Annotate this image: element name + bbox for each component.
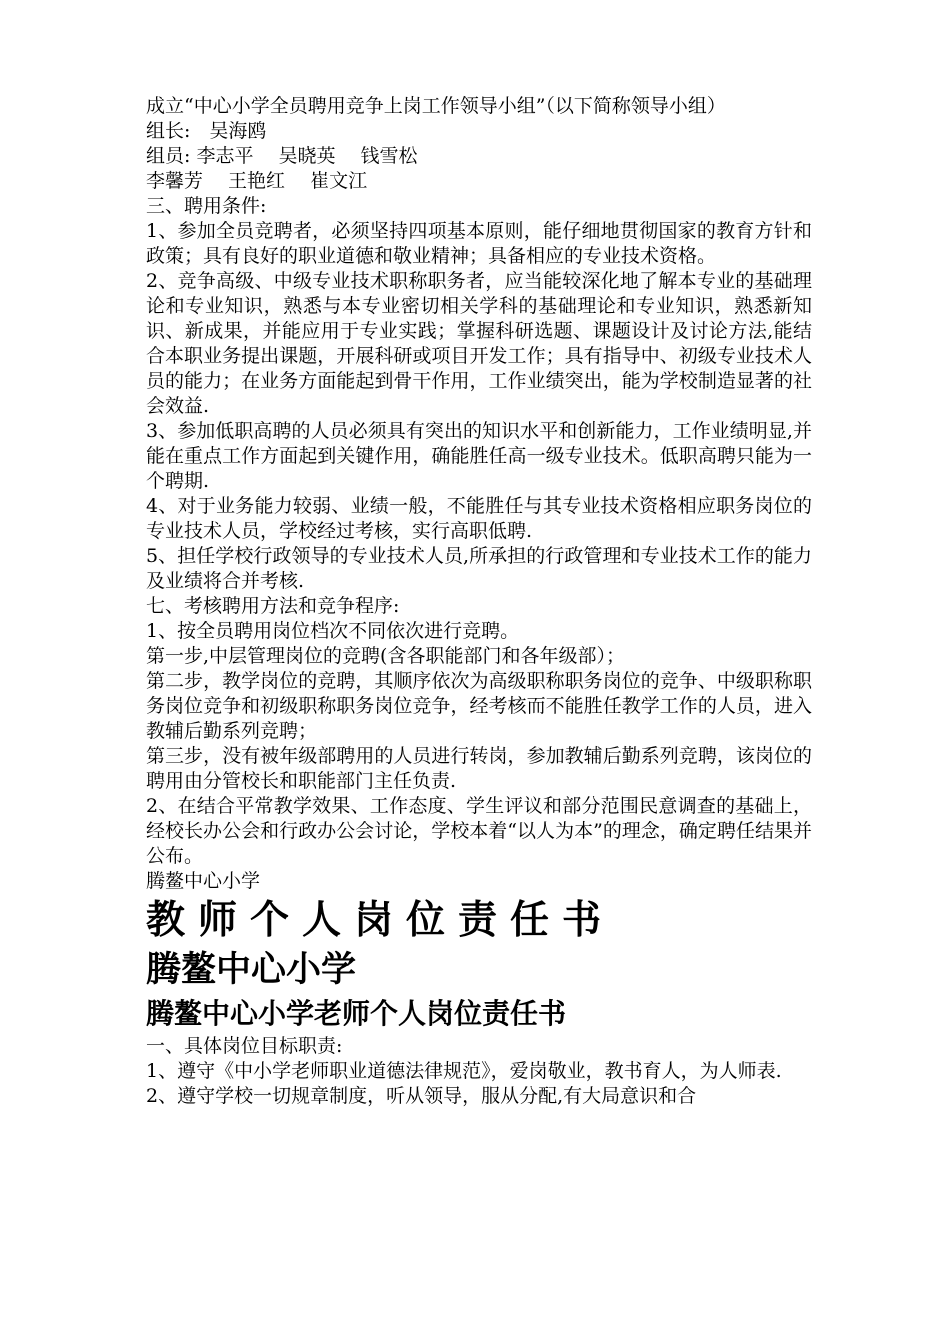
condition-item-4: 4、对于业务能力较弱、业绩一般，不能胜任与其专业技术资格相应职务岗位的专业技术人员，学校经过考核，实行高职低聘. <box>146 495 812 542</box>
section-one-heading: 一、具体岗位目标职责: <box>146 1035 343 1057</box>
section-three-heading: 三、聘用条件: <box>146 195 267 217</box>
condition-item-5: 5、担任学校行政领导的专业技术人员,所承担的行政管理和专业技术工作的能力及业绩将合并考核. <box>146 545 812 592</box>
procedure-step-1: 第一步,中层管理岗位的竞聘(含各职能部门和各年级部）； <box>146 645 625 667</box>
procedure-step-2: 第二步，教学岗位的竞聘，其顺序依次为高级职称职务岗位的竞争、中级职称职务岗位竞争和初级职称职务岗位竞争，经考核而不能胜任教学工作的人员，进入教辅后勤系列竞聘； <box>146 670 812 742</box>
group-members-line-2: 李馨芳 王艳红 崔文江 <box>146 170 368 192</box>
duty-item-2: 2、遵守学校一切规章制度，听从领导，服从分配,有大局意识和合 <box>146 1085 697 1107</box>
group-members-line-1: 组员: 李志平 吴晓英 钱雪松 <box>146 145 418 167</box>
condition-item-2: 2、竞争高级、中级专业技术职称职务者，应当能较深化地了解本专业的基础理论和专业知识，熟悉与本专业密切相关学科的基础理论和专业知识，熟悉新知识、新成果，并能应用于专业实践；掌握科研选题、课题设计及讨论方法,能结合本职业务提出课题，开展科研或项目开发工作；具有指导中、初级专业技术人员的能力；在业务方面能起到骨干作用，工作业绩突出，能为学校制造显著的社会效益. <box>146 270 812 417</box>
procedure-step-3: 第三步，没有被年级部聘用的人员进行转岗，参加教辅后勤系列竞聘，该岗位的聘用由分管校长和职能部门主任负责. <box>146 745 812 792</box>
document-main-title: 教师个人岗位责任书 <box>146 897 615 943</box>
school-signature: 腾鳌中心小学 <box>146 870 261 892</box>
procedure-item-2: 2、在结合平常教学效果、工作态度、学生评议和部分范围民意调查的基础上，经校长办公会和行政办公会讨论，学校本着“以人为本”的理念，确定聘任结果并公布。 <box>146 795 812 867</box>
section-seven-heading: 七、考核聘用方法和竞争程序: <box>146 595 400 617</box>
leading-group-paragraph: 成立“中心小学全员聘用竞争上岗工作领导小组”（以下简称领导小组） <box>146 95 726 117</box>
school-name-heading: 腾鳌中心小学 <box>146 949 357 990</box>
group-leader-line: 组长: 吴海鸥 <box>146 120 267 142</box>
document-body <box>146 94 812 1109</box>
condition-item-3: 3、参加低职高聘的人员必须具有突出的知识水平和创新能力，工作业绩明显,并能在重点工作方面起到关键作用，确能胜任高一级专业技术。低职高聘只能为一个聘期. <box>146 420 812 492</box>
duty-item-1: 1、遵守《中小学老师职业道德法律规范》，爱岗敬业，教书育人，为人师表. <box>146 1060 782 1082</box>
responsibility-subtitle: 腾鳌中心小学老师个人岗位责任书 <box>146 997 567 1030</box>
condition-item-1: 1、参加全员竞聘者，必须坚持四项基本原则，能仔细地贯彻国家的教育方针和政策；具有良好的职业道德和敬业精神；具备相应的专业技术资格。 <box>146 220 812 267</box>
procedure-item-1: 1、按全员聘用岗位档次不同依次进行竞聘。 <box>146 620 520 642</box>
